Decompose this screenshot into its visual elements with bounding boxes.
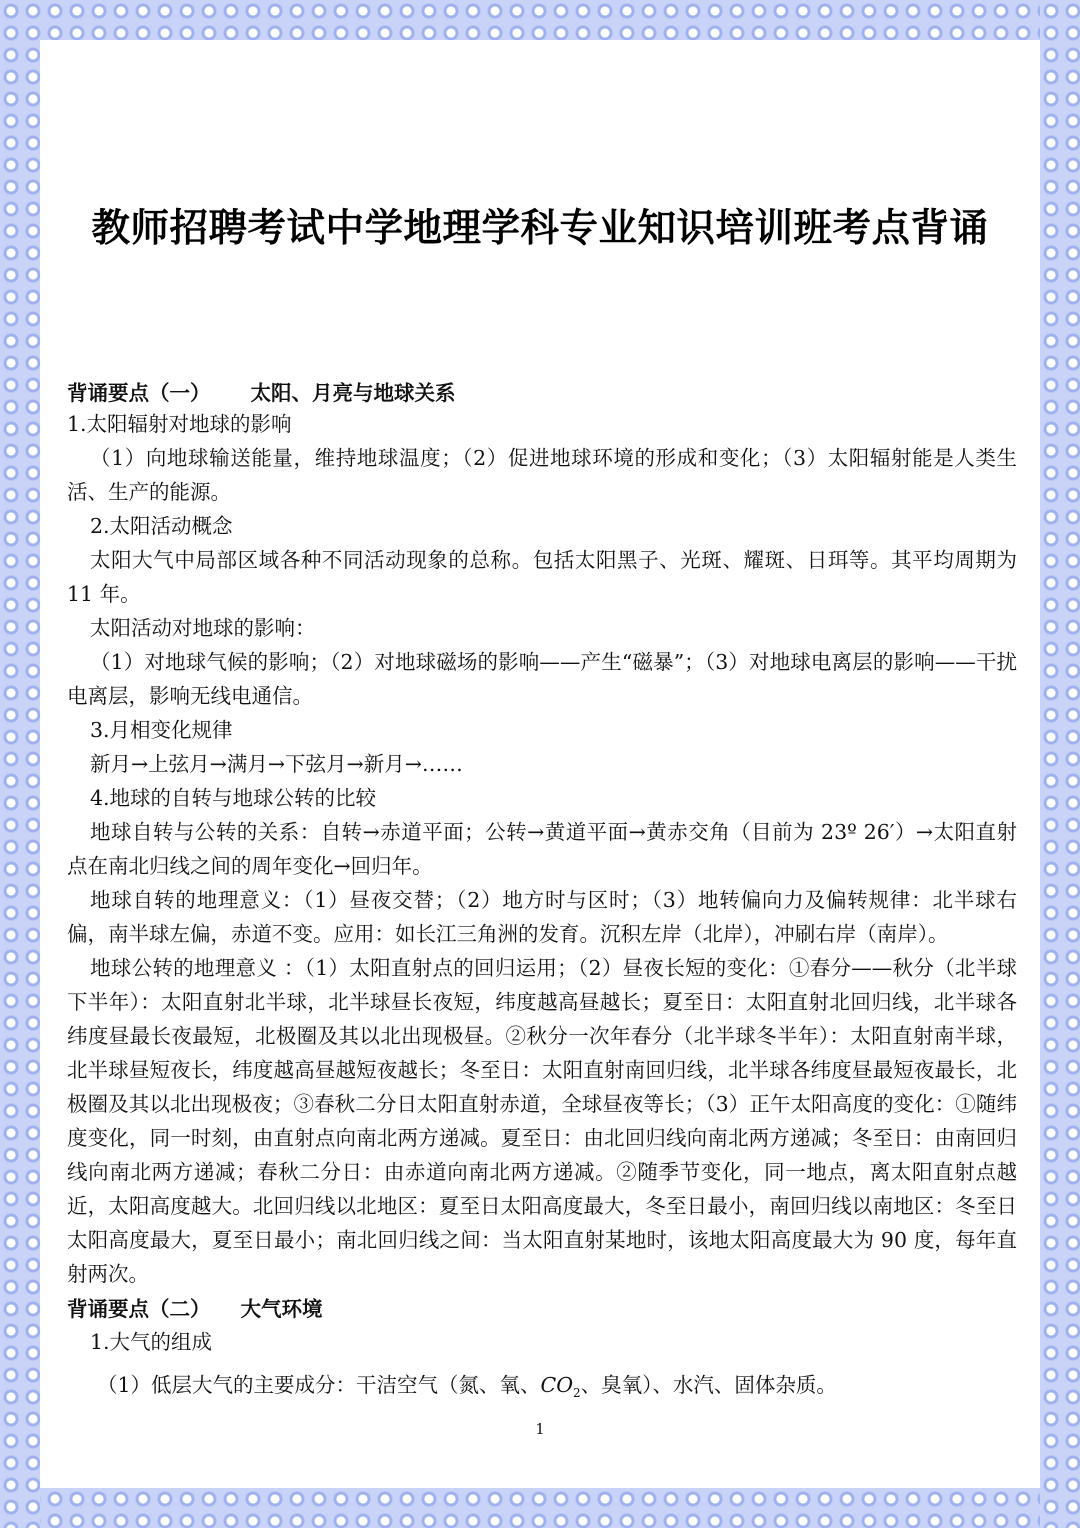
paragraph: 新月→上弦月→满月→下弦月→新月→…… — [90, 752, 463, 776]
paragraph — [97, 1368, 1047, 1410]
subheading-rotation-revolution: 4.地球的自转与地球公转的比较 — [90, 786, 377, 810]
page-number: 1 — [535, 1420, 545, 1438]
page-title: 教师招聘考试中学地理学科专业知识培训班考点背诵 — [91, 206, 989, 251]
section-label: 背诵要点（一） — [67, 381, 211, 405]
decorative-border-right — [1040, 0, 1080, 1528]
section-label: 背诵要点（二） — [67, 1297, 211, 1321]
paragraph: 太阳活动对地球的影响： — [90, 616, 316, 640]
paragraph: 地球自转的地理意义：（1）昼夜交替；（2）地方时与区时；（3）地转偏向力及偏转规律：北半球右偏，南半球左偏，赤道不变。应用：如长江三角洲的发育。沉积左岸（北岸），冲刷右岸（南岸）。 — [67, 888, 1017, 946]
decorative-border-bottom — [0, 1488, 1080, 1528]
subheading-moon-phase: 3.月相变化规律 — [90, 718, 233, 742]
decorative-border-left — [0, 0, 40, 1528]
paragraph: （1）向地球输送能量，维持地球温度；（2）促进地球环境的形成和变化；（3）太阳辐射能是人类生活、生产的能源。 — [67, 446, 1017, 504]
section-heading-1 — [67, 376, 456, 406]
section-heading-2 — [67, 1292, 323, 1322]
subheading-solar-radiation: 1.太阳辐射对地球的影响 — [67, 412, 292, 436]
subheading-solar-activity: 2.太阳活动概念 — [90, 514, 233, 538]
subheading-atmosphere: 1.大气的组成 — [90, 1330, 213, 1354]
text-run: 、臭氧）、水汽、固体杂质。 — [580, 1373, 837, 1397]
section-title: 大气环境 — [240, 1297, 323, 1321]
formula: CO — [540, 1373, 574, 1397]
paragraph: （1）对地球气候的影响；（2）对地球磁场的影响——产生“磁暴”；（3）对地球电离层的影响——干扰电离层，影响无线电通信。 — [67, 650, 1017, 708]
paragraph: 地球公转的地理意义 ：（1）太阳直射点的回归运用；（2）昼夜长短的变化：①春分——秋分（北半球下半年）：太阳直射北半球，北半球昼长夜短，纬度越高昼越长；夏至日：太阳直射北回归线，北半球各纬度昼最长夜最短，北极圈及其以北出现极昼。②秋分一次年春分（北半球冬半年）：太阳直射南半球，北半球昼短夜长，纬度越高昼越短夜越长；冬至日：太阳直射南回归线，北半球各纬度昼最短夜最长，北极圈及其以北出现极夜；③春秋二分日太阳直射赤道，全球昼夜等长；（3）正午太阳高度的变化：①随纬度变化，同一时刻，由直射点向南北两方递减。夏至日：由北回归线向南北两方递减；冬至日：由南回归线向南北两方递减；春秋二分日：由赤道向南北两方递减。②随季节变化，同一地点，离太阳直射点越近，太阳高度越大。北回归线以北地区：夏至日太阳高度最大，冬至日最小，南回归线以南地区：冬至日太阳高度最大，夏至日最小；南北回归线之间：当太阳直射某地时，该地太阳高度最大为 90 度，每年直射两次。 — [67, 956, 1017, 1286]
formula-subscript: 2 — [573, 1386, 581, 1401]
decorative-border-top — [0, 0, 1080, 40]
section-title: 太阳、月亮与地球关系 — [250, 381, 456, 405]
paragraph: 太阳大气中局部区域各种不同活动现象的总称。包括太阳黑子、光斑、耀斑、日珥等。其平均周期为 11 年。 — [67, 548, 1017, 606]
paragraph: 地球自转与公转的关系：自转→赤道平面；公转→黄道平面→黄赤交角（目前为 23º 26′）→太阳直射点在南北归线之间的周年变化→回归年。 — [67, 820, 1017, 878]
text-run: （1）低层大气的主要成分：干洁空气（氮、氧、 — [97, 1373, 541, 1397]
